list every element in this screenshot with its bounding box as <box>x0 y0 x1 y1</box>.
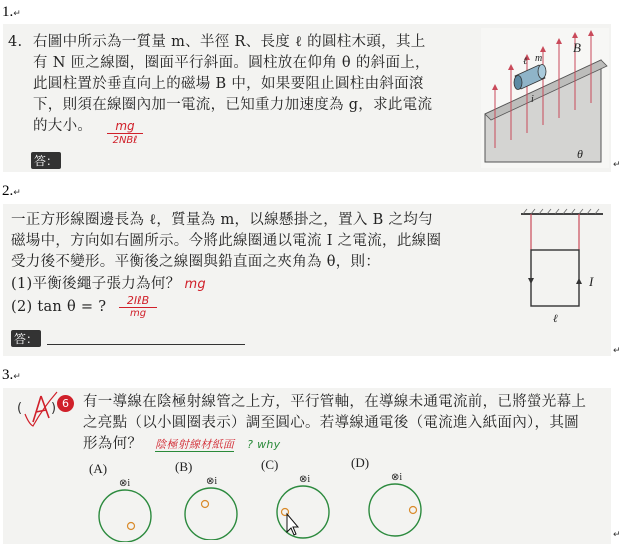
question-2-line: 受力後不變形。平衡後之線圈與鉛直面之夾角為 θ，則： <box>11 254 381 270</box>
bright-spot <box>410 507 417 514</box>
question-1-line: 右圖中所示為一質量 m、半徑 R、長度 ℓ 的圓柱木頭，其上 <box>33 34 426 50</box>
question-3-line: 有一導線在陰極射線管之上方，平行管軸，在導線未通電流前，已將螢光幕上 <box>83 394 587 410</box>
question-1-text <box>33 32 432 137</box>
option-d-label[interactable]: (D) <box>351 455 370 470</box>
answer-label-1: 答： <box>31 152 61 169</box>
option-a-screen[interactable] <box>95 488 155 542</box>
question-2-sub1: (1)平衡後繩子張力為何？ mg <box>11 276 206 292</box>
option-d-screen[interactable] <box>365 482 425 540</box>
svg-text:): ) <box>51 401 57 416</box>
handwritten-answer-2b: 2IℓB mg <box>119 295 157 320</box>
figure-cylinder-incline <box>481 28 609 168</box>
item-number-badge: 6 <box>57 395 74 412</box>
option-d-wire: ⊗i <box>391 472 403 483</box>
question-2-line: 一正方形線圈邊長為 ℓ，質量為 m，以線懸掛之，置入 B 之均勻 <box>11 212 433 228</box>
question-2-number: 2.↵ <box>2 183 21 199</box>
question-1-line: 下，則須在線圈內加一電流，已知重力加速度為 g，求此電流 <box>33 97 433 113</box>
option-a-label[interactable]: (A) <box>89 461 108 476</box>
screen-circle <box>369 484 421 536</box>
figure-square-loop <box>515 206 607 352</box>
label-l: ℓ <box>553 313 558 325</box>
handwritten-note: 陰極射線材紙面 <box>155 438 235 451</box>
screen-circle <box>185 488 237 540</box>
current-arrow-left <box>528 278 534 284</box>
handwritten-answer-1: mg 2NBℓ <box>107 120 143 147</box>
return-mark: ↵ <box>613 530 621 540</box>
question-2-text <box>11 210 441 318</box>
question-1-line: 有 N 匝之線圈，圈面平行斜面。圓柱放在仰角 θ 的斜面上， <box>33 55 430 71</box>
answer-row-2 <box>11 330 245 347</box>
answer-line-2[interactable] <box>47 344 245 345</box>
label-i: i <box>531 94 534 105</box>
question-2-sub2: (2) tan θ = ? <box>11 299 107 315</box>
choice-mark-text: A <box>23 398 24 399</box>
question-3-number: 3.↵ <box>2 367 21 383</box>
label-I: I <box>589 274 594 289</box>
label-theta: θ <box>577 147 583 161</box>
question-1-line: 的大小。 <box>33 118 93 134</box>
svg-text:(: ( <box>17 401 23 416</box>
option-b-screen[interactable] <box>181 486 241 540</box>
answer-label-2: 答： <box>11 330 41 347</box>
question-3-scan <box>3 388 611 544</box>
current-arrow-right <box>576 278 582 284</box>
label-l: ℓ <box>523 56 528 67</box>
label-m: m <box>535 53 543 64</box>
label-B: B <box>573 40 581 55</box>
return-mark: ↵ <box>613 346 621 356</box>
option-c-label[interactable]: (C) <box>261 457 279 472</box>
square-loop <box>531 250 579 306</box>
handwritten-note-why: ? why <box>247 438 281 451</box>
bright-spot <box>128 523 135 530</box>
question-3-line: 形為何？ 陰極射線材紙面 ? why <box>83 436 281 452</box>
handwritten-answer-2a: mg <box>184 277 206 292</box>
option-a-wire: ⊗i <box>119 478 131 489</box>
screen-circle <box>277 486 329 538</box>
question-1-scan <box>3 24 611 172</box>
question-1-item-number: 4. <box>8 34 23 50</box>
question-3-text <box>83 392 586 455</box>
option-b-wire: ⊗i <box>206 476 218 487</box>
screen-circle <box>99 490 151 542</box>
question-1-line: 此圓柱置於垂直向上的磁場 B 中，如果要阻止圓柱由斜面滾 <box>33 76 424 92</box>
option-c-screen[interactable] <box>273 484 333 542</box>
question-1-number: 1.↵ <box>2 4 21 20</box>
bright-spot <box>202 501 209 508</box>
question-2-scan <box>3 204 611 356</box>
question-2-line: 磁場中，方向如右圖所示。今將此線圈通以電流 I 之電流，此線圈 <box>11 233 442 249</box>
option-c-wire: ⊗i <box>299 474 311 485</box>
handwritten-choice-A <box>33 396 49 422</box>
mouse-cursor-icon <box>287 514 298 535</box>
option-b-label[interactable]: (B) <box>175 459 193 474</box>
question-3-line: 之亮點（以小圓圈表示）調至圓心。若導線通電後（電流進入紙面內），其圖 <box>83 415 579 431</box>
return-mark: ↵ <box>613 160 621 170</box>
